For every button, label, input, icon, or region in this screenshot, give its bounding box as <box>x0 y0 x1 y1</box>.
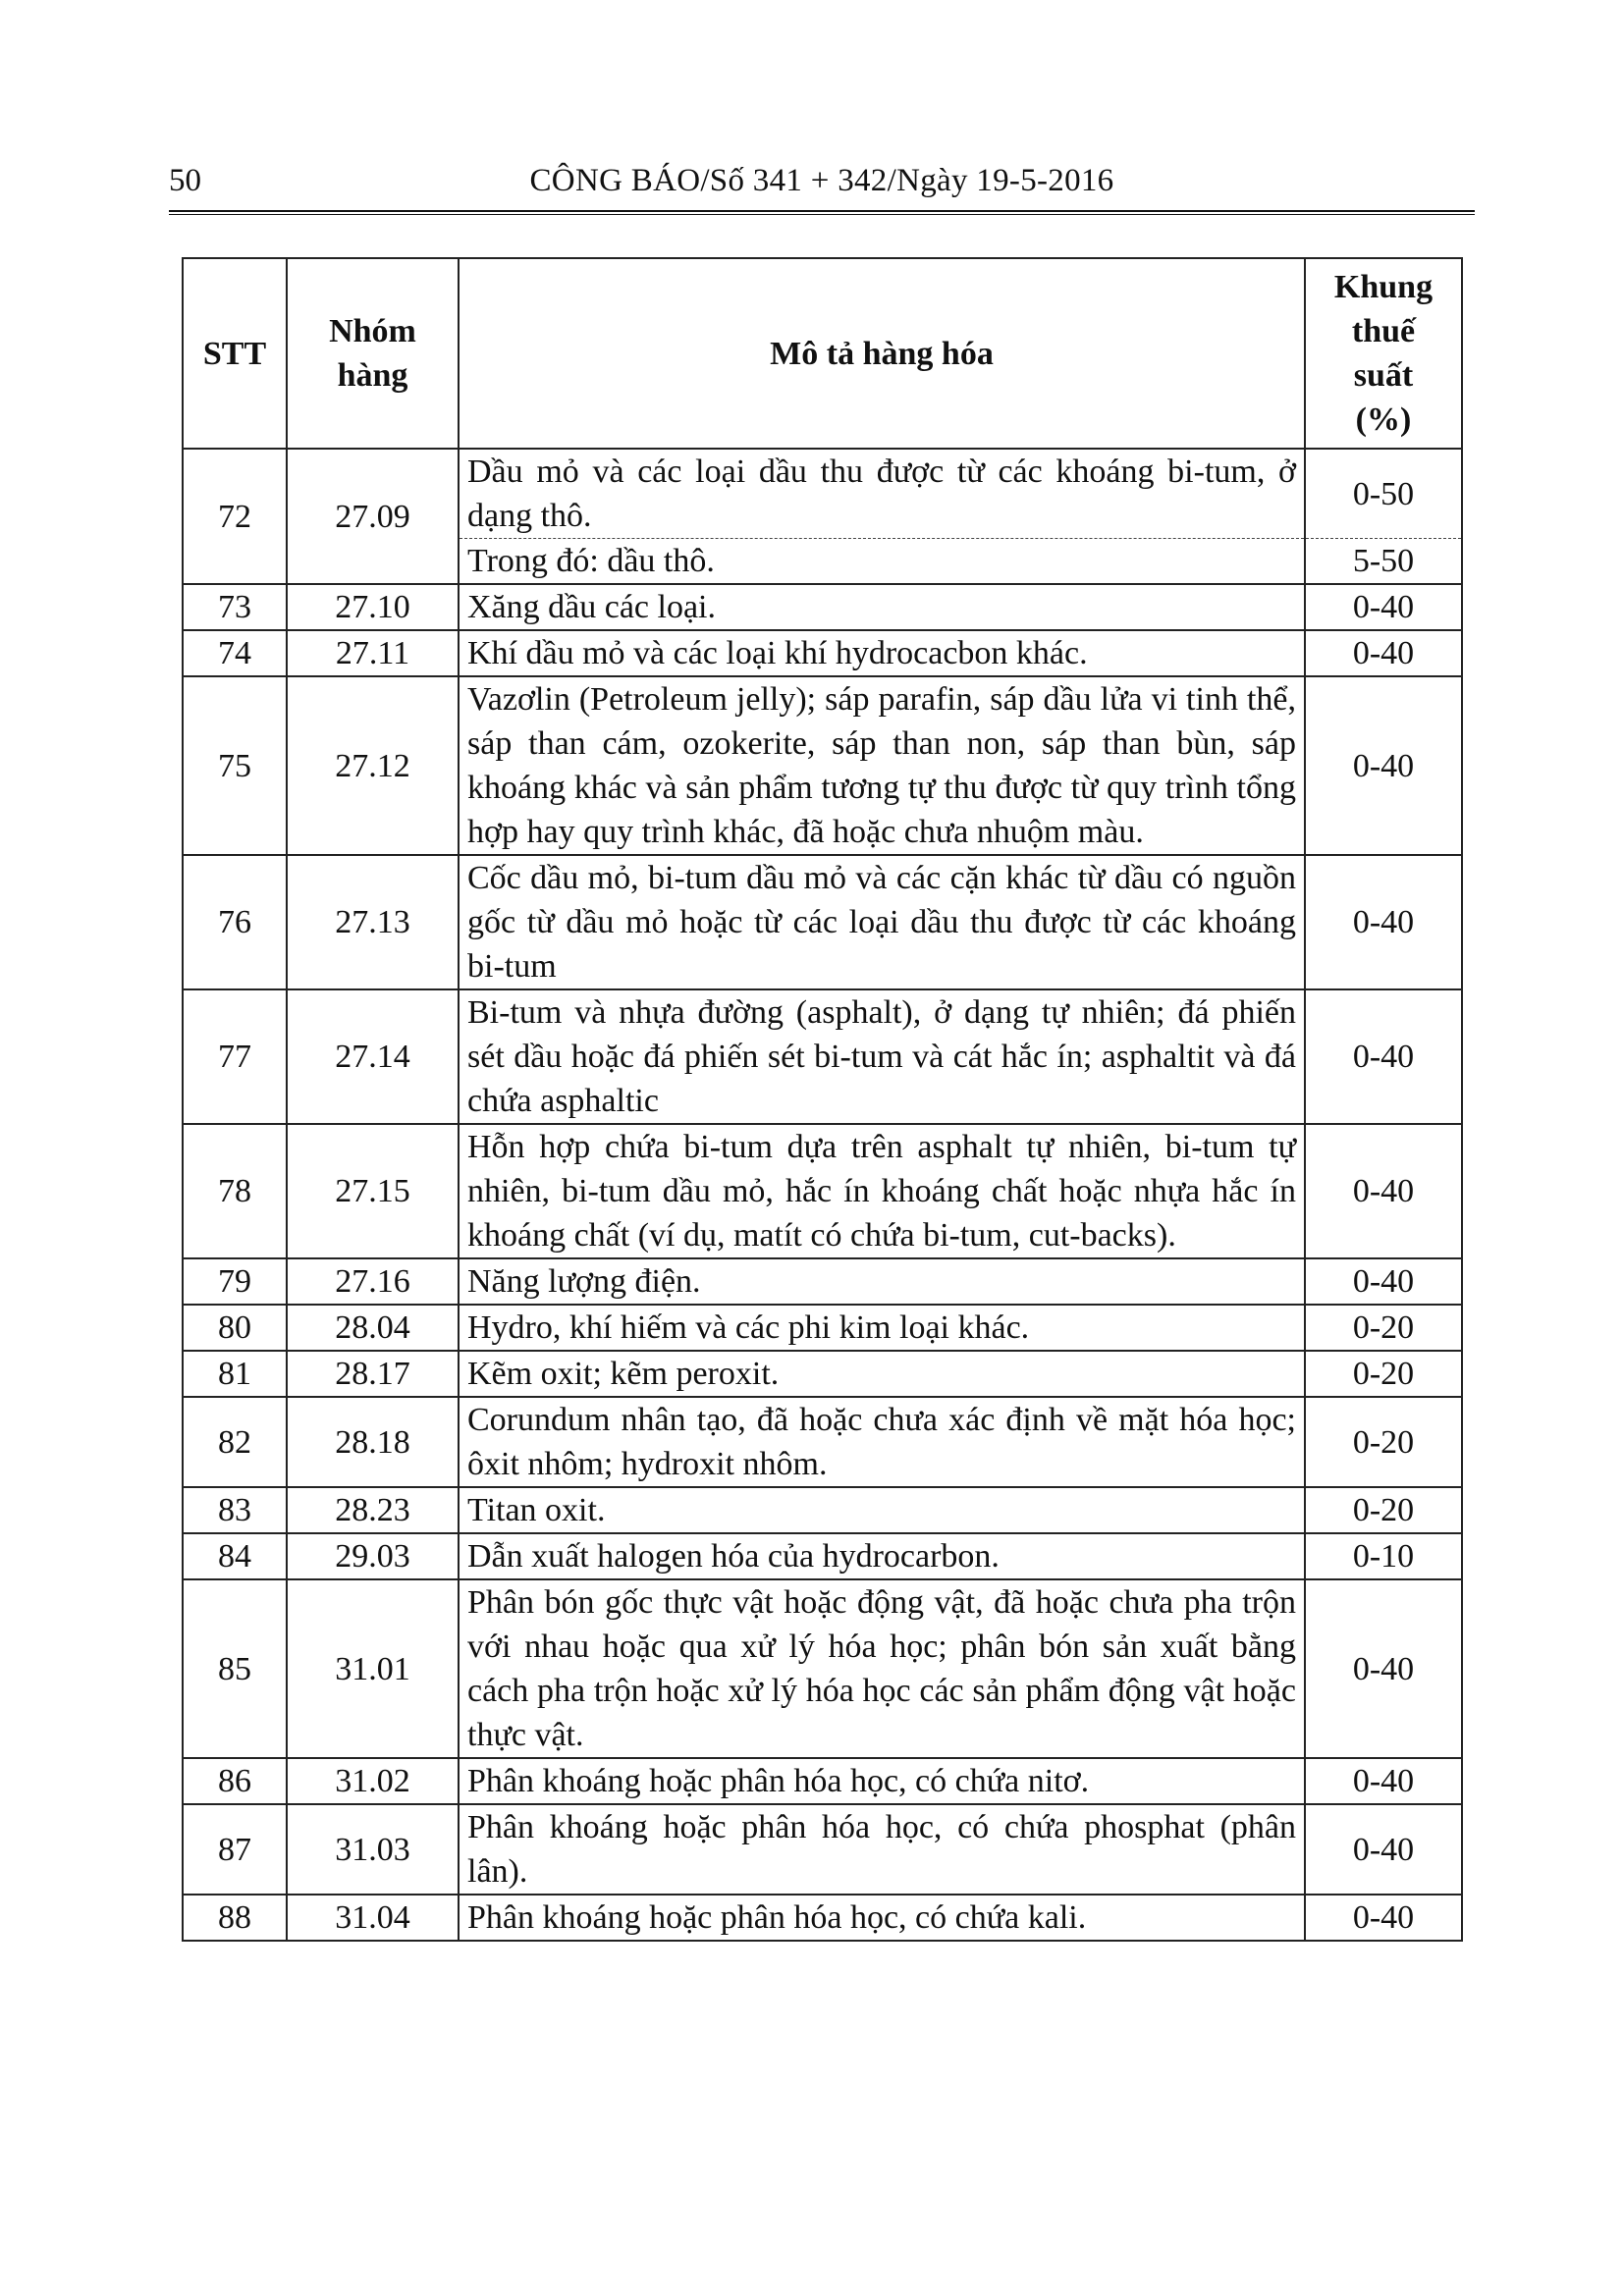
row-number: 80 <box>183 1305 287 1351</box>
group-code: 27.15 <box>287 1124 459 1258</box>
row-number: 82 <box>183 1397 287 1487</box>
group-code: 27.09 <box>287 449 459 584</box>
goods-description: Dẫn xuất halogen hóa của hydrocarbon. <box>459 1533 1305 1579</box>
group-code: 31.04 <box>287 1895 459 1941</box>
tax-rate-range: 0-40 <box>1305 1804 1462 1895</box>
row-number: 84 <box>183 1533 287 1579</box>
group-code: 28.17 <box>287 1351 459 1397</box>
goods-description: Vazơlin (Petroleum jelly); sáp parafin, sáp dầu lửa vi tinh thể, sáp than cám, ozokerite, sáp than non, sáp than bùn, sáp khoáng khác và sản phẩm tương tự thu được từ quy trình tổng hợp hay quy trình khác, đã hoặc chưa nhuộm màu. <box>459 676 1305 855</box>
tax-rate-range: 0-20 <box>1305 1351 1462 1397</box>
tax-rate-range: 0-40 <box>1305 584 1462 630</box>
row-number: 75 <box>183 676 287 855</box>
goods-description: Cốc dầu mỏ, bi-tum dầu mỏ và các cặn khác từ dầu có nguồn gốc từ dầu mỏ hoặc từ các loại dầu thu được từ các khoáng bi-tum <box>459 855 1305 989</box>
row-number: 72 <box>183 449 287 584</box>
goods-description: Hỗn hợp chứa bi-tum dựa trên asphalt tự nhiên, bi-tum tự nhiên, bi-tum dầu mỏ, hắc ín khoáng chất hoặc nhựa hắc ín khoáng chất (ví dụ, matít có chứa bi-tum, cut-backs). <box>459 1124 1305 1258</box>
goods-description: Bi-tum và nhựa đường (asphalt), ở dạng tự nhiên; đá phiến sét dầu hoặc đá phiến sét bi-tum và cát hắc ín; asphaltit và đá chứa asphaltic <box>459 989 1305 1124</box>
table-row <box>183 1533 1462 1579</box>
page-number: 50 <box>169 163 201 198</box>
group-code: 31.03 <box>287 1804 459 1895</box>
goods-description: Khí dầu mỏ và các loại khí hydrocacbon khác. <box>459 630 1305 676</box>
goods-description: Titan oxit. <box>459 1487 1305 1533</box>
tax-rate-range: 0-50 <box>1305 449 1462 539</box>
tax-rate-range: 0-40 <box>1305 855 1462 989</box>
column-header-group: Nhóm hàng <box>287 258 459 449</box>
row-number: 87 <box>183 1804 287 1895</box>
goods-description: Dầu mỏ và các loại dầu thu được từ các khoáng bi-tum, ở dạng thô. <box>459 449 1305 539</box>
table-row <box>183 989 1462 1124</box>
table-row <box>183 1351 1462 1397</box>
group-code: 31.02 <box>287 1758 459 1804</box>
tariff-table <box>182 257 1463 1942</box>
table-row <box>183 584 1462 630</box>
tax-rate-range: 0-20 <box>1305 1397 1462 1487</box>
tax-rate-range: 0-40 <box>1305 630 1462 676</box>
tax-rate-range: 0-40 <box>1305 1579 1462 1758</box>
column-header-rate: Khung thuế suất (%) <box>1305 258 1462 449</box>
table-row <box>183 676 1462 855</box>
page-header <box>169 159 1475 208</box>
table-row <box>183 630 1462 676</box>
tax-rate-range: 0-20 <box>1305 1305 1462 1351</box>
tax-rate-range-sub: 5-50 <box>1305 539 1462 585</box>
table-header-row <box>183 258 1462 449</box>
group-code: 28.23 <box>287 1487 459 1533</box>
table-body <box>183 449 1462 1941</box>
table-row <box>183 1895 1462 1941</box>
group-code: 27.16 <box>287 1258 459 1305</box>
tax-rate-range: 0-10 <box>1305 1533 1462 1579</box>
group-code: 27.10 <box>287 584 459 630</box>
group-code: 27.11 <box>287 630 459 676</box>
group-code: 28.18 <box>287 1397 459 1487</box>
tax-rate-range: 0-40 <box>1305 1124 1462 1258</box>
goods-description: Corundum nhân tạo, đã hoặc chưa xác định về mặt hóa học; ôxit nhôm; hydroxit nhôm. <box>459 1397 1305 1487</box>
row-number: 83 <box>183 1487 287 1533</box>
table-row <box>183 1487 1462 1533</box>
goods-description: Năng lượng điện. <box>459 1258 1305 1305</box>
row-number: 73 <box>183 584 287 630</box>
table-row <box>183 1258 1462 1305</box>
row-number: 77 <box>183 989 287 1124</box>
table-row <box>183 1579 1462 1758</box>
row-number: 81 <box>183 1351 287 1397</box>
row-number: 86 <box>183 1758 287 1804</box>
goods-description: Phân khoáng hoặc phân hóa học, có chứa phosphat (phân lân). <box>459 1804 1305 1895</box>
row-number: 79 <box>183 1258 287 1305</box>
table-row <box>183 1305 1462 1351</box>
row-number: 78 <box>183 1124 287 1258</box>
row-number: 76 <box>183 855 287 989</box>
tax-rate-range: 0-40 <box>1305 1895 1462 1941</box>
tax-rate-range: 0-40 <box>1305 676 1462 855</box>
table-row <box>183 855 1462 989</box>
tax-rate-range: 0-20 <box>1305 1487 1462 1533</box>
tax-rate-range: 0-40 <box>1305 1258 1462 1305</box>
group-code: 28.04 <box>287 1305 459 1351</box>
table-row <box>183 1397 1462 1487</box>
goods-description-sub: Trong đó: dầu thô. <box>459 539 1305 585</box>
goods-description: Phân khoáng hoặc phân hóa học, có chứa kali. <box>459 1895 1305 1941</box>
table-row <box>183 1758 1462 1804</box>
goods-description: Hydro, khí hiếm và các phi kim loại khác. <box>459 1305 1305 1351</box>
group-code: 27.13 <box>287 855 459 989</box>
table-row <box>183 449 1462 539</box>
table-row <box>183 1804 1462 1895</box>
tax-rate-range: 0-40 <box>1305 1758 1462 1804</box>
tax-rate-range: 0-40 <box>1305 989 1462 1124</box>
goods-description: Kẽm oxit; kẽm peroxit. <box>459 1351 1305 1397</box>
row-number: 88 <box>183 1895 287 1941</box>
header-rule <box>169 210 1475 215</box>
goods-description: Phân bón gốc thực vật hoặc động vật, đã hoặc chưa pha trộn với nhau hoặc qua xử lý hóa học; phân bón sản xuất bằng cách pha trộn hoặc xử lý hóa học các sản phẩm động vật hoặc thực vật. <box>459 1579 1305 1758</box>
goods-description: Xăng dầu các loại. <box>459 584 1305 630</box>
group-code: 27.14 <box>287 989 459 1124</box>
group-code: 27.12 <box>287 676 459 855</box>
gazette-title: CÔNG BÁO/Số 341 + 342/Ngày 19-5-2016 <box>529 163 1114 198</box>
goods-description: Phân khoáng hoặc phân hóa học, có chứa nitơ. <box>459 1758 1305 1804</box>
row-number: 85 <box>183 1579 287 1758</box>
column-header-stt: STT <box>183 258 287 449</box>
group-code: 31.01 <box>287 1579 459 1758</box>
group-code: 29.03 <box>287 1533 459 1579</box>
row-number: 74 <box>183 630 287 676</box>
table-row <box>183 1124 1462 1258</box>
column-header-description: Mô tả hàng hóa <box>459 258 1305 449</box>
